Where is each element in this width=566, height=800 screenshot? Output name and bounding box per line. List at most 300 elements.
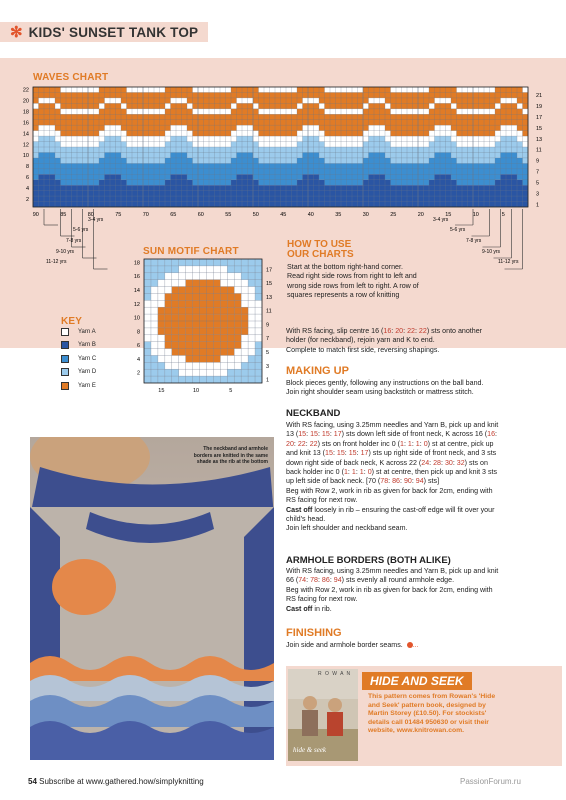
sun-stitch <box>144 280 151 287</box>
sun-stitch <box>158 314 165 321</box>
sun-stitch <box>165 369 172 376</box>
sun-stitch <box>248 280 255 287</box>
waves-stitch-block <box>253 142 259 158</box>
waves-stitch-block <box>523 92 529 108</box>
sweater-photo <box>30 437 274 760</box>
waves-stitch-block <box>55 142 61 158</box>
sun-stitch <box>186 300 193 307</box>
sun-stitch <box>227 287 234 294</box>
waves-stitch-block <box>61 147 67 163</box>
waves-stitch-block <box>154 147 160 163</box>
sun-stitch <box>234 321 241 328</box>
waves-stitch-block <box>297 180 303 207</box>
sun-stitch <box>193 300 200 307</box>
waves-row-number-right: 7 <box>536 169 540 176</box>
waves-stitch-block <box>352 147 358 163</box>
sun-stitch <box>234 266 241 273</box>
sun-stitch <box>248 273 255 280</box>
sun-stitch <box>206 342 213 349</box>
waves-stitch-block <box>407 147 413 163</box>
waves-stitch-block <box>286 92 292 108</box>
waves-stitch-number: 65 <box>170 212 177 218</box>
waves-stitch-block <box>99 180 105 207</box>
neckband-line: and knit 13 (15: 15: 15: 17) sts up right side of front neck, and 3 sts <box>286 449 497 458</box>
waves-stitch-block <box>88 92 94 108</box>
sun-stitch <box>179 328 186 335</box>
waves-stitch-block <box>231 142 237 158</box>
instr-line: holder (for neckband), rejoin yarn and K to end. <box>286 336 435 345</box>
sun-stitch <box>213 321 220 328</box>
armhole-title: ARMHOLE BORDERS (BOTH ALIKE) <box>286 555 451 566</box>
sun-stitch <box>227 376 234 383</box>
key-label: Yarn C <box>78 355 97 362</box>
sun-stitch <box>220 349 227 356</box>
watermark: PassionForum.ru <box>460 777 521 786</box>
sun-stitch <box>220 287 227 294</box>
waves-stitch-block <box>66 147 72 163</box>
sun-stitch <box>144 362 151 369</box>
neckband-line: down right side of back neck, K across 22 (24: 28: 30: 32) sts on <box>286 458 488 467</box>
waves-stitch-block <box>110 136 116 152</box>
sun-stitch <box>200 342 207 349</box>
sun-stitch <box>206 280 213 287</box>
armhole-line: RS facing for next row. <box>286 595 358 604</box>
armhole-line: 66 (74: 78: 86: 94) sts evenly all round armhole edge. <box>286 576 455 585</box>
waves-stitch-block <box>490 92 496 108</box>
waves-stitch-block <box>88 147 94 163</box>
waves-stitch-block <box>407 92 413 108</box>
sun-stitch <box>206 293 213 300</box>
waves-stitch-block <box>275 147 281 163</box>
waves-stitch-number: 60 <box>197 212 204 218</box>
waves-stitch-block <box>182 136 188 152</box>
sun-stitch <box>206 355 213 362</box>
waves-stitch-number: 15 <box>445 212 452 218</box>
making-up-line: Block pieces gently, following any instructions on the ball band. <box>286 379 484 387</box>
waves-stitch-block <box>396 147 402 163</box>
sun-stitch <box>206 259 213 266</box>
waves-stitch-block <box>209 92 215 108</box>
waves-stitch-block <box>94 92 100 108</box>
waves-stitch-block <box>363 142 369 158</box>
key-item <box>61 352 141 366</box>
waves-row-number-left: 2 <box>25 196 29 203</box>
sun-stitch <box>151 259 158 266</box>
waves-stitch-block <box>336 147 342 163</box>
neckband-line: child's head. <box>286 515 326 524</box>
sun-stitch <box>151 376 158 383</box>
sun-stitch <box>227 321 234 328</box>
sun-stitch <box>200 293 207 300</box>
sun-stitch <box>165 328 172 335</box>
sun-stitch <box>165 314 172 321</box>
waves-stitch-number: 35 <box>335 212 342 218</box>
waves-stitch-block <box>451 87 457 103</box>
sun-stitch <box>172 369 179 376</box>
sun-stitch <box>213 287 220 294</box>
sun-stitch <box>200 328 207 335</box>
waves-stitch-block <box>237 136 243 152</box>
waves-stitch-block <box>468 92 474 108</box>
how-to-text <box>287 263 462 301</box>
sun-stitch <box>193 287 200 294</box>
sun-stitch <box>186 376 193 383</box>
sun-stitch <box>172 314 179 321</box>
sun-row-number-left: 14 <box>133 288 140 294</box>
neckband-line: 13 (15: 15: 15: 17) sts down left side of front neck, K across 16 (16: <box>286 430 498 439</box>
sun-stitch <box>220 328 227 335</box>
waves-stitch-block <box>248 136 254 152</box>
waves-stitch-block <box>490 147 496 163</box>
sun-stitch <box>165 307 172 314</box>
waves-chart-title: WAVES CHART <box>33 72 109 83</box>
sun-stitch <box>158 266 165 273</box>
sun-stitch <box>220 293 227 300</box>
sun-stitch <box>213 280 220 287</box>
sun-stitch <box>213 335 220 342</box>
waves-stitch-number: 90 <box>32 212 39 218</box>
sun-row-number-right: 1 <box>266 377 270 384</box>
waves-stitch-block <box>215 147 221 163</box>
waves-stitch-block <box>204 147 210 163</box>
sun-stitch <box>200 376 207 383</box>
sun-stitch <box>227 293 234 300</box>
waves-stitch-block <box>297 142 303 158</box>
waves-stitch-number: 50 <box>252 212 259 218</box>
waves-stitch-block <box>198 92 204 108</box>
waves-stitch-block <box>55 180 61 207</box>
sun-stitch <box>248 369 255 376</box>
sun-stitch <box>248 355 255 362</box>
waves-stitch-block <box>264 92 270 108</box>
sun-stitch <box>193 321 200 328</box>
sun-row-number-left: 16 <box>133 274 140 281</box>
sun-stitch-number: 15 <box>158 388 165 394</box>
waves-stitch-block <box>99 87 105 103</box>
photo-caption-line: The neckband and armhole <box>203 446 268 452</box>
sun-stitch <box>255 349 262 356</box>
sun-stitch <box>179 321 186 328</box>
sun-stitch <box>234 314 241 321</box>
key-label: Yarn B <box>78 342 96 349</box>
sun-stitch <box>158 307 165 314</box>
sun-stitch <box>255 287 262 294</box>
making-up-text <box>286 379 561 398</box>
sun-stitch <box>206 287 213 294</box>
instr-line: Complete to match first side, reversing shapings. <box>286 345 440 354</box>
sun-stitch <box>200 287 207 294</box>
waves-size-label-right: 7-8 yrs <box>466 238 482 244</box>
waves-size-label-left: 7-8 yrs <box>66 238 82 244</box>
waves-stitch-block <box>77 147 83 163</box>
waves-stitch-block <box>149 147 155 163</box>
waves-size-label-left: 5-6 yrs <box>73 227 89 233</box>
waves-stitch-block <box>50 136 56 152</box>
waves-size-label-right: 11-12 yrs <box>498 259 519 265</box>
armhole-line: Cast off in rib. <box>286 604 332 613</box>
waves-row-number-right: 9 <box>536 158 540 165</box>
waves-stitch-block <box>138 147 144 163</box>
waves-stitch-block <box>165 142 171 158</box>
sun-stitch <box>144 349 151 356</box>
sun-stitch <box>220 342 227 349</box>
waves-stitch-block <box>468 147 474 163</box>
sun-stitch <box>151 273 158 280</box>
armhole-line: With RS facing, using 3.25mm needles and Yarn B, pick up and knit <box>286 567 499 575</box>
waves-stitch-block <box>160 92 166 108</box>
sun-stitch <box>227 307 234 314</box>
waves-stitch-block <box>512 136 518 152</box>
sun-stitch <box>172 307 179 314</box>
waves-stitch-block <box>83 92 89 108</box>
waves-stitch-block <box>193 147 199 163</box>
sun-stitch <box>186 335 193 342</box>
sun-stitch <box>227 349 234 356</box>
sun-stitch <box>179 300 186 307</box>
waves-row-number-right: 5 <box>536 180 540 187</box>
sun-stitch <box>255 293 262 300</box>
key-item <box>61 325 141 339</box>
sun-stitch <box>206 335 213 342</box>
waves-stitch-block <box>72 147 78 163</box>
waves-size-label-right: 3-4 yrs <box>433 217 449 223</box>
waves-stitch-block <box>270 147 276 163</box>
sun-stitch <box>172 376 179 383</box>
finishing-title: FINISHING <box>286 627 342 639</box>
waves-stitch-block <box>132 147 138 163</box>
waves-stitch-block <box>418 147 424 163</box>
sun-stitch <box>200 335 207 342</box>
waves-stitch-block <box>33 87 39 103</box>
how-to-title-line1: HOW TO USE <box>287 239 352 250</box>
sun-stitch-number: 5 <box>229 388 233 394</box>
sun-stitch <box>165 266 172 273</box>
sun-row-number-left: 12 <box>133 301 140 308</box>
sun-stitch <box>165 376 172 383</box>
waves-stitch-block <box>253 87 259 103</box>
waves-stitch-number: 80 <box>87 212 94 218</box>
sun-stitch <box>227 266 234 273</box>
sun-stitch <box>213 349 220 356</box>
waves-stitch-block <box>385 87 391 103</box>
sun-stitch <box>255 259 262 266</box>
sun-row-number-left: 6 <box>136 343 140 350</box>
key-list <box>61 325 141 393</box>
sun-row-number-right: 17 <box>266 267 273 274</box>
waves-stitch-block <box>259 147 265 163</box>
section-header <box>0 22 208 42</box>
waves-stitch-block <box>319 87 325 103</box>
sun-stitch <box>193 328 200 335</box>
sun-stitch <box>172 266 179 273</box>
sun-stitch <box>186 342 193 349</box>
sun-stitch <box>165 335 172 342</box>
waves-stitch-block <box>242 136 248 152</box>
waves-row-number-left: 10 <box>22 153 29 160</box>
waves-row-number-left: 4 <box>25 185 29 192</box>
sun-stitch <box>144 342 151 349</box>
neckband-line: up left side of back neck. [70 (78: 86: 90: 94) sts] <box>286 477 440 486</box>
sun-stitch <box>255 342 262 349</box>
sun-stitch <box>179 259 186 266</box>
waves-stitch-block <box>193 92 199 108</box>
waves-stitch-block <box>341 147 347 163</box>
waves-stitch-block <box>424 92 430 108</box>
sun-row-number-right: 13 <box>266 294 273 301</box>
waves-stitch-block <box>347 92 353 108</box>
how-to-title <box>287 240 354 260</box>
sun-row-number-right: 9 <box>266 322 270 329</box>
waves-stitch-block <box>473 92 479 108</box>
key-item <box>61 339 141 353</box>
sun-stitch <box>179 342 186 349</box>
waves-stitch-block <box>160 147 166 163</box>
waves-stitch-block <box>424 147 430 163</box>
waves-stitch-block <box>121 87 127 103</box>
waves-stitch-block <box>231 87 237 103</box>
sun-stitch <box>158 369 165 376</box>
sun-stitch <box>200 307 207 314</box>
waves-stitch-block <box>501 136 507 152</box>
page-number: 54 <box>28 777 37 786</box>
waves-stitch-block <box>462 92 468 108</box>
sun-stitch <box>144 273 151 280</box>
sun-stitch <box>151 369 158 376</box>
sun-stitch <box>241 273 248 280</box>
waves-stitch-block <box>429 142 435 158</box>
waves-stitch-block <box>127 92 133 108</box>
waves-row-number-right: 11 <box>536 147 542 154</box>
sun-stitch <box>255 355 262 362</box>
finishing-text: Join side and armhole border seams. ... <box>286 641 419 649</box>
waves-stitch-block <box>226 92 232 108</box>
sun-stitch <box>241 266 248 273</box>
sun-stitch <box>200 321 207 328</box>
waves-stitch-block <box>369 136 375 152</box>
waves-stitch-block <box>446 136 452 152</box>
sun-stitch <box>186 307 193 314</box>
waves-stitch-block <box>451 180 457 207</box>
sun-row-number-left: 18 <box>133 260 140 267</box>
sun-stitch <box>241 376 248 383</box>
neckband-text <box>286 421 561 534</box>
sun-stitch <box>200 259 207 266</box>
sun-stitch <box>206 321 213 328</box>
sun-stitch <box>193 335 200 342</box>
sun-row-number-left: 2 <box>136 370 140 377</box>
footer-link[interactable]: Subscribe at www.gathered.how/simplyknitting <box>39 777 204 786</box>
waves-size-label-right: 9-10 yrs <box>482 249 501 255</box>
waves-stitch-block <box>209 147 215 163</box>
sun-stitch <box>151 266 158 273</box>
page-title: KIDS' SUNSET TANK TOP <box>28 24 199 40</box>
sun-stitch <box>213 342 220 349</box>
sun-stitch-number: 10 <box>192 388 200 394</box>
sun-stitch <box>213 300 220 307</box>
waves-stitch-block <box>33 180 39 207</box>
waves-row-number-right: 3 <box>536 191 540 198</box>
footer <box>28 777 204 786</box>
key-swatch <box>61 328 69 336</box>
sun-stitch <box>241 307 248 314</box>
waves-stitch-block <box>308 136 314 152</box>
waves-stitch-block <box>259 92 265 108</box>
sun-stitch <box>158 362 165 369</box>
sun-stitch <box>144 369 151 376</box>
waves-stitch-block <box>121 142 127 158</box>
waves-stitch-block <box>457 92 463 108</box>
waves-size-label-right: 5-6 yrs <box>450 227 466 233</box>
instr-line: With RS facing, slip centre 16 (16: 20: 22: 22) sts onto another <box>286 327 483 335</box>
waves-stitch-block <box>325 92 331 108</box>
waves-stitch-block <box>33 142 39 158</box>
how-to-title-line2: OUR CHARTS <box>287 249 354 260</box>
waves-stitch-number: 40 <box>307 212 314 218</box>
sun-stitch <box>241 321 248 328</box>
neckband-line: back holder inc 0 (1: 1: 1: 0) st at centre, then pick up and knit 3 sts <box>286 468 498 477</box>
sun-stitch <box>179 314 186 321</box>
waves-stitch-block <box>495 142 501 158</box>
waves-stitch-block <box>484 92 490 108</box>
waves-stitch-block <box>105 136 111 152</box>
waves-stitch-block <box>231 180 237 207</box>
waves-stitch-block <box>215 92 221 108</box>
sun-stitch <box>255 376 262 383</box>
sun-stitch <box>179 293 186 300</box>
making-up-title: MAKING UP <box>286 365 349 377</box>
sun-stitch <box>186 328 193 335</box>
how-to-line: wrong side rows from left to right. A row of <box>287 281 419 290</box>
key-item <box>61 379 141 393</box>
sun-stitch <box>144 355 151 362</box>
waves-stitch-number: 5 <box>501 212 505 218</box>
sun-stitch <box>172 321 179 328</box>
waves-row-number-left: 12 <box>22 142 29 149</box>
waves-stitch-block <box>391 92 397 108</box>
waves-stitch-number: 70 <box>142 212 149 218</box>
waves-stitch-block <box>198 147 204 163</box>
waves-stitch-block <box>121 180 127 207</box>
sun-stitch <box>172 328 179 335</box>
waves-stitch-block <box>363 87 369 103</box>
waves-stitch-block <box>292 92 298 108</box>
sun-stitch <box>144 376 151 383</box>
waves-stitch-block <box>270 92 276 108</box>
sun-row-number-right: 11 <box>266 308 272 315</box>
waves-stitch-block <box>72 92 78 108</box>
sun-stitch <box>227 335 234 342</box>
key-title: KEY <box>61 316 83 327</box>
sun-stitch <box>158 273 165 280</box>
waves-stitch-block <box>253 180 259 207</box>
waves-row-number-right: 1 <box>536 202 540 209</box>
waves-stitch-block <box>116 136 122 152</box>
waves-size-label-left: 9-10 yrs <box>56 249 75 255</box>
waves-stitch-block <box>281 92 287 108</box>
sun-stitch <box>193 307 200 314</box>
waves-stitch-block <box>132 92 138 108</box>
sun-stitch <box>193 355 200 362</box>
sun-row-number-right: 15 <box>266 281 273 288</box>
waves-size-label-left: 11-12 yrs <box>46 259 67 265</box>
waves-stitch-block <box>517 180 523 207</box>
sun-stitch <box>227 342 234 349</box>
waves-stitch-block <box>39 136 45 152</box>
key-item <box>61 366 141 380</box>
sun-stitch <box>165 342 172 349</box>
sun-stitch <box>227 259 234 266</box>
sun-stitch <box>234 335 241 342</box>
